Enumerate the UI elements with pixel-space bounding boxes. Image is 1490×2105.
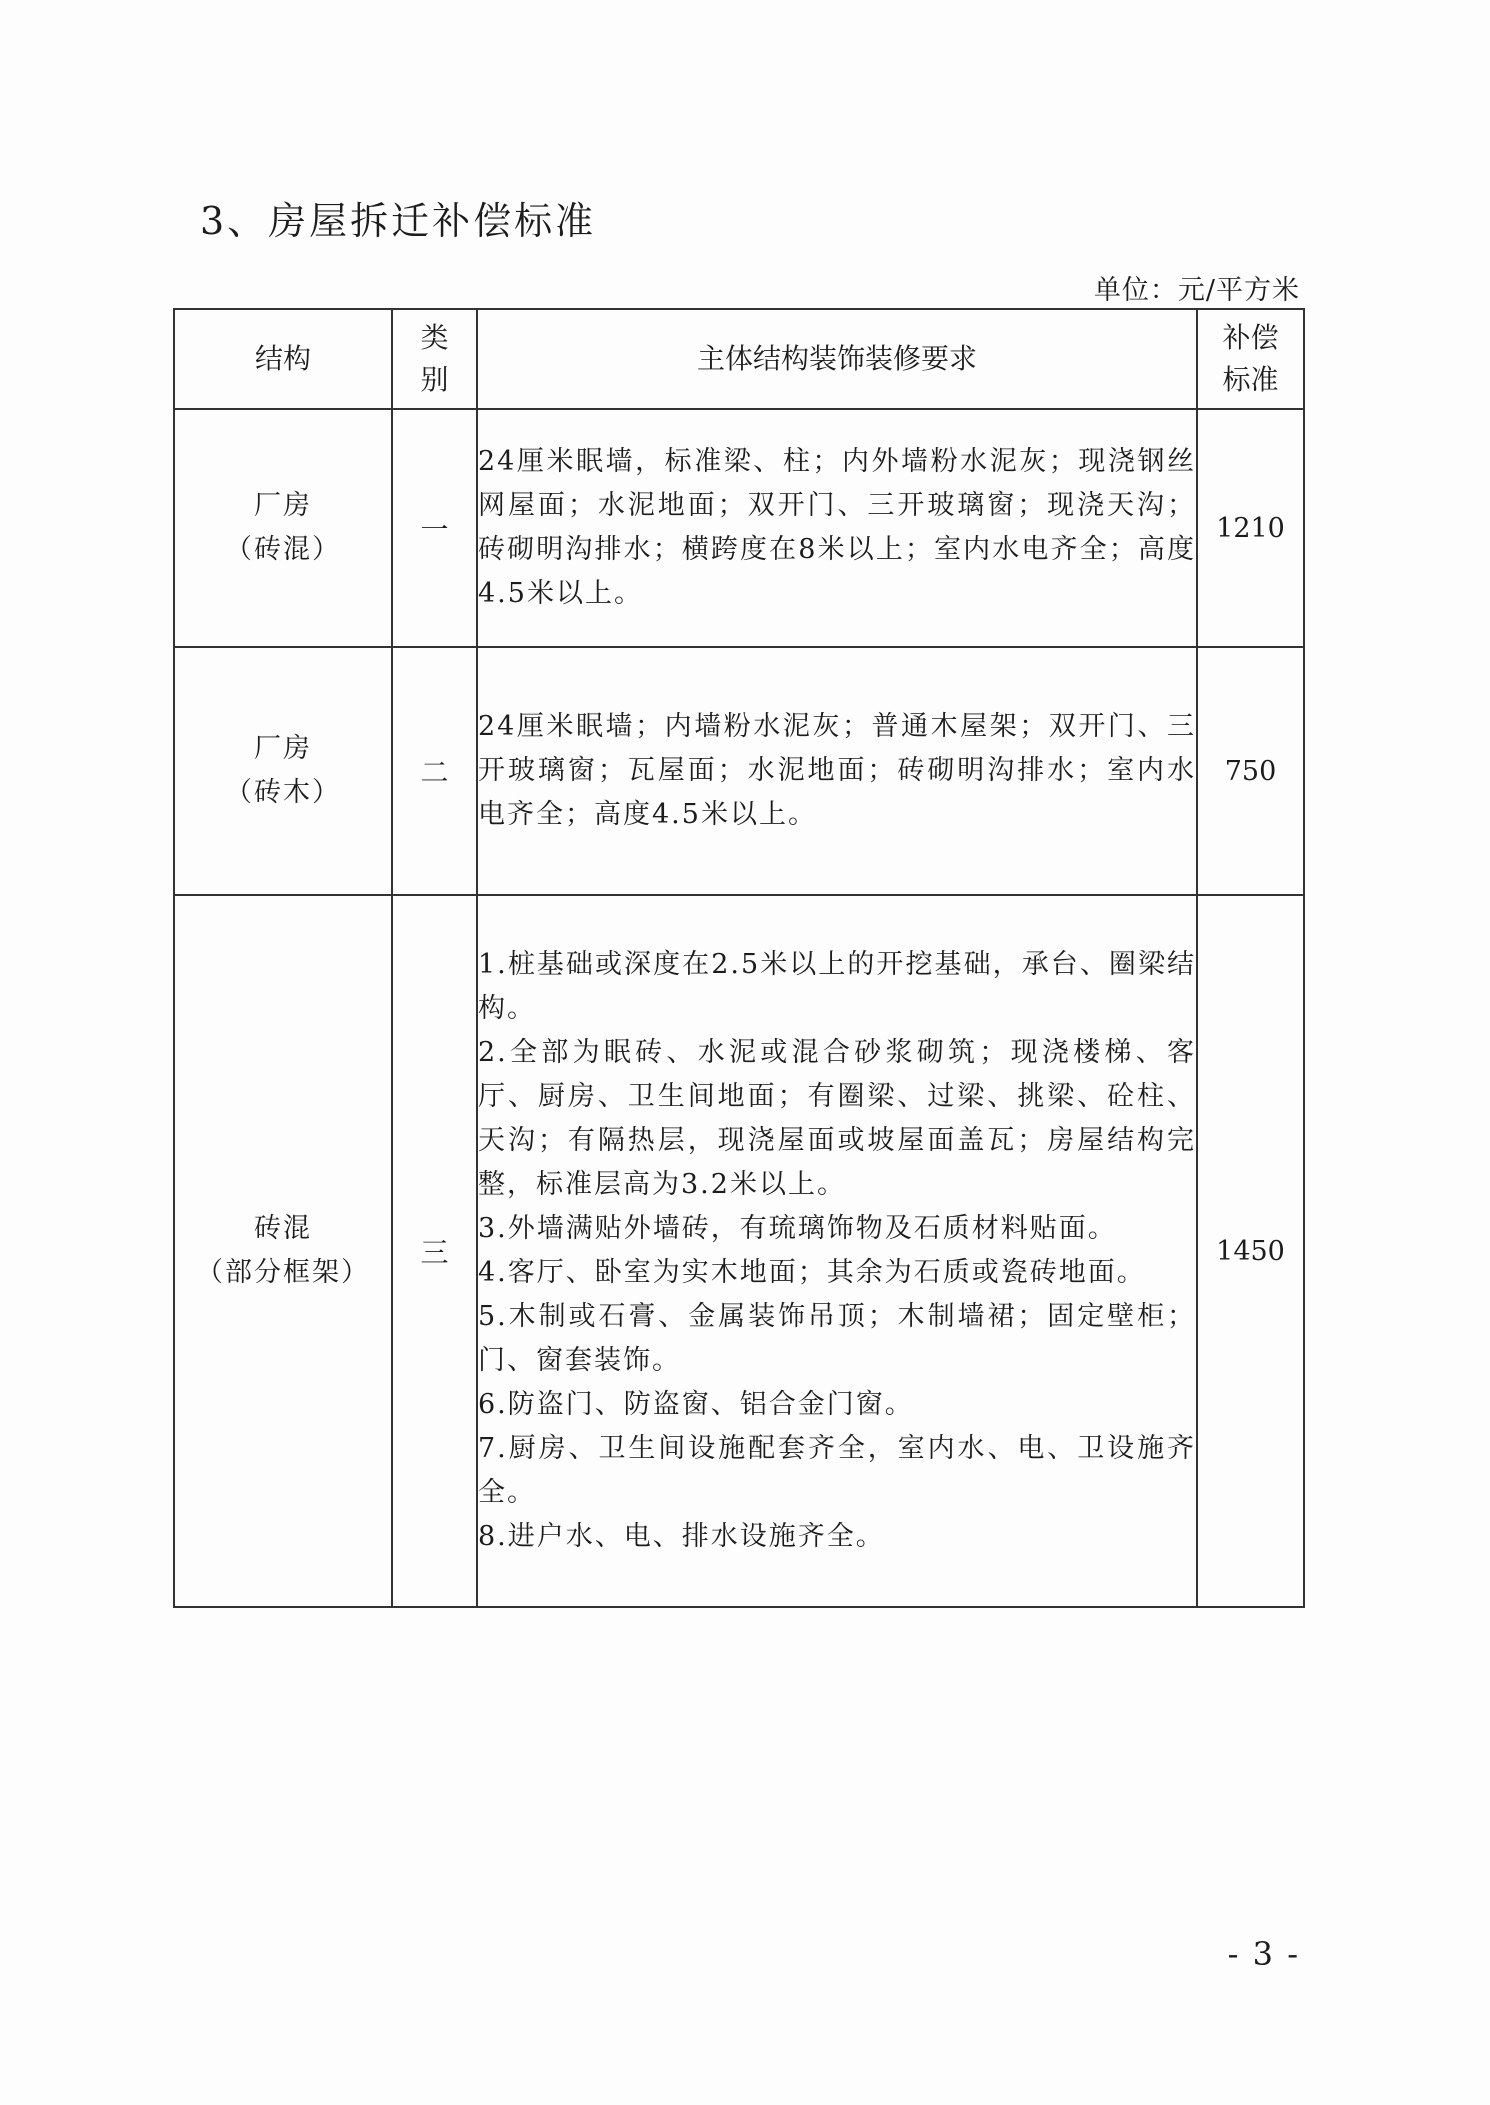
requirement-item-3: 3.外墙满贴外墙砖，有琉璃饰物及石质材料贴面。 xyxy=(478,1213,1117,1244)
requirements-cell xyxy=(477,895,1197,1607)
unit-label: 单位：元/平方米 xyxy=(1093,275,1300,306)
header-standard: 补偿 标准 xyxy=(1197,309,1304,409)
page-number: - 3 - xyxy=(1227,1935,1300,1973)
table-header-row xyxy=(174,309,1304,409)
table-row xyxy=(174,895,1304,1607)
header-structure: 结构 xyxy=(174,309,392,409)
structure-type: （部分框架） xyxy=(196,1257,370,1288)
requirement-item-1: 1.桩基础或深度在2.5米以上的开挖基础，承台、圈梁结构。 xyxy=(478,949,1196,1024)
standard-cell: 1210 xyxy=(1197,409,1304,647)
table-row xyxy=(174,647,1304,895)
requirement-item-5: 5.木制或石膏、金属装饰吊顶；木制墙裙；固定壁柜；门、窗套装饰。 xyxy=(478,1301,1196,1376)
requirement-item-2: 2.全部为眠砖、水泥或混合砂浆砌筑；现浇楼梯、客厅、厨房、卫生间地面；有圈梁、过梁、挑梁、砼柱、天沟；有隔热层，现浇屋面或坡屋面盖瓦；房屋结构完整，标准层高为3.2米以上。 xyxy=(478,1037,1196,1200)
structure-cell xyxy=(174,409,392,647)
standard-cell: 1450 xyxy=(1197,895,1304,1607)
table-row xyxy=(174,409,1304,647)
header-requirements: 主体结构装饰装修要求 xyxy=(477,309,1197,409)
structure-cell xyxy=(174,895,392,1607)
category-cell: 一 xyxy=(392,409,477,647)
structure-name: 厂房 xyxy=(254,490,312,521)
requirement-item-8: 8.进户水、电、排水设施齐全。 xyxy=(478,1521,885,1552)
structure-name: 砖混 xyxy=(254,1213,312,1244)
compensation-table xyxy=(173,308,1305,1608)
requirements-cell xyxy=(477,409,1197,647)
structure-type: （砖木） xyxy=(225,777,341,808)
requirement-item-7: 7.厨房、卫生间设施配套齐全，室内水、电、卫设施齐全。 xyxy=(478,1433,1196,1508)
category-cell: 二 xyxy=(392,647,477,895)
requirement-item-4: 4.客厅、卧室为实木地面；其余为石质或瓷砖地面。 xyxy=(478,1257,1146,1288)
category-cell: 三 xyxy=(392,895,477,1607)
structure-type: （砖混） xyxy=(225,534,341,565)
section-heading: 3、房屋拆迁补偿标准 xyxy=(200,199,597,243)
header-category: 类 别 xyxy=(392,309,477,409)
structure-cell xyxy=(174,647,392,895)
structure-name: 厂房 xyxy=(254,733,312,764)
requirement-text: 24厘米眠墙，标准梁、柱；内外墙粉水泥灰；现浇钢丝网屋面；水泥地面；双开门、三开玻璃窗；现浇天沟；砖砌明沟排水；横跨度在8米以上；室内水电齐全；高度4.5米以上。 xyxy=(478,446,1196,609)
requirements-cell xyxy=(477,647,1197,895)
requirement-text: 24厘米眠墙；内墙粉水泥灰；普通木屋架；双开门、三开玻璃窗；瓦屋面；水泥地面；砖砌明沟排水；室内水电齐全；高度4.5米以上。 xyxy=(478,711,1196,830)
requirement-item-6: 6.防盗门、防盗窗、铝合金门窗。 xyxy=(478,1389,914,1420)
standard-cell: 750 xyxy=(1197,647,1304,895)
